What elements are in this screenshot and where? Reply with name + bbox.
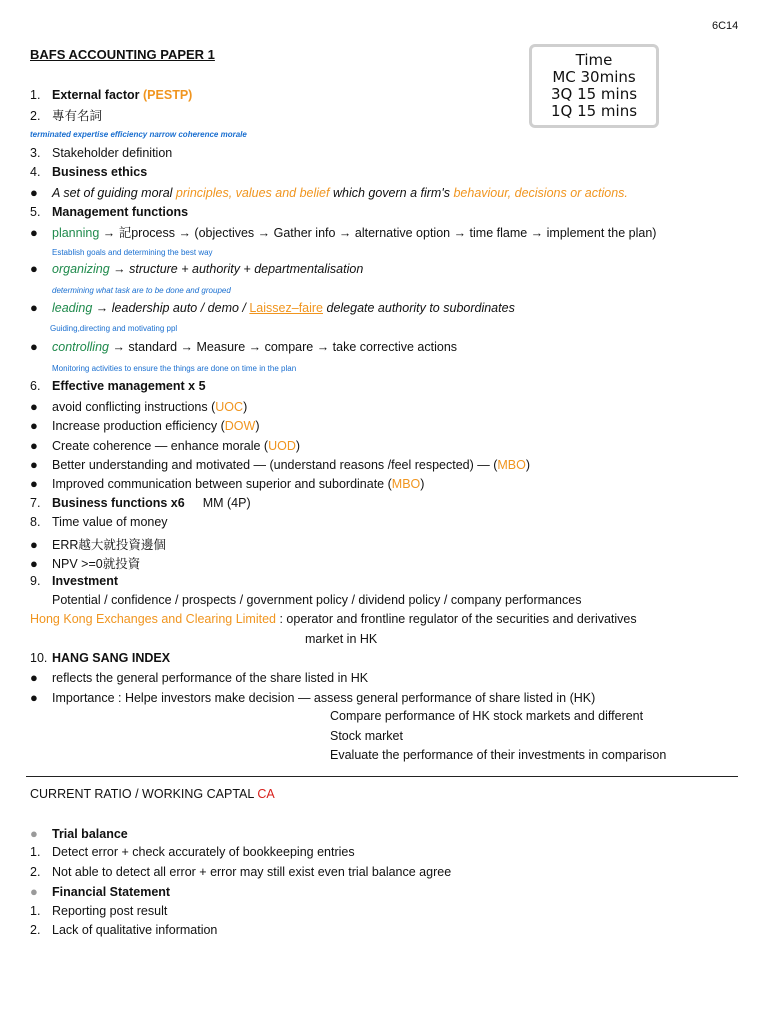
list-item: 2. Not able to detect all error + error may still exist even trial balance agree: [30, 865, 452, 879]
page-code: 6C14: [712, 20, 739, 32]
list-item: 3. Stakeholder definition: [30, 146, 173, 160]
list-item: 8. Time value of money: [30, 515, 168, 529]
terms-line: terminated expertise efficiency narrow coherence morale: [30, 130, 247, 139]
hsi-line: Compare performance of HK stock markets and different: [330, 709, 644, 723]
hkex-line-cont: market in HK: [305, 632, 378, 646]
note: Monitoring activities to ensure the things are done on time in the plan: [52, 364, 297, 373]
list-item: 4. Business ethics: [30, 165, 148, 179]
divider: [26, 776, 738, 777]
time-box-line: 1Q 15 mins: [550, 102, 638, 120]
time-box: [529, 44, 659, 128]
bullet-item: ● Create coherence — enhance morale (UOD): [30, 438, 301, 453]
hsi-line: Stock market: [330, 729, 403, 743]
list-item: 2. 專有名詞: [30, 109, 103, 123]
hsi-line: Evaluate the performance of their investments in comparison: [330, 748, 667, 762]
bullet-item: ● leading → leadership auto / demo / Laissez–faire delegate authority to subordinates: [30, 300, 515, 315]
bullet-item: ● planning → 記process → (objectives → Gather info → alternative option → time flame → implement the plan): [30, 225, 657, 240]
bullet-item: ● A set of guiding moral principles, values and belief which govern a firm's behaviour, decisions or actions.: [30, 185, 628, 200]
list-item: 1. External factor (PESTP): [30, 88, 193, 102]
document-title: BAFS ACCOUNTING PAPER 1: [30, 47, 215, 62]
list-item: 6. Effective management x 5: [30, 379, 206, 393]
list-item: 9. Investment: [30, 574, 118, 588]
bullet-item: ● controlling → standard → Measure → compare → take corrective actions: [30, 339, 458, 354]
hkex-line: Hong Kong Exchanges and Clearing Limited : operator and frontline regulator of the securities and derivatives: [30, 612, 637, 626]
bullet-item: ● Financial Statement: [30, 884, 171, 899]
current-ratio-heading: CURRENT RATIO / WORKING CAPTAL CA: [30, 787, 275, 801]
list-item: 1. Detect error + check accurately of bookkeeping entries: [30, 845, 355, 859]
bullet-item: ● organizing → structure + authority + departmentalisation: [30, 261, 364, 276]
list-item: 2. Lack of qualitative information: [30, 923, 218, 937]
list-item: 10. HANG SANG INDEX: [30, 651, 171, 665]
note: determining what task are to be done and grouped: [52, 286, 231, 295]
list-item: 7. Business functions x6 MM (4P): [30, 496, 251, 510]
bullet-item: ● ERR越大就投資邊個: [30, 537, 166, 552]
bullet-item: ● Improved communication between superior and subordinate (MBO): [30, 476, 425, 491]
bullet-item: ● Importance : Helpe investors make decision — assess general performance of share listed in (HK): [30, 690, 596, 705]
bullet-item: ● Trial balance: [30, 826, 128, 841]
note: Guiding,directing and motivating ppl: [50, 324, 178, 333]
bullet-item: ● NPV >=0就投資: [30, 556, 141, 571]
note: Establish goals and determining the best way: [52, 248, 213, 257]
time-box-title: Time: [575, 51, 613, 69]
time-box-line: MC 30mins: [552, 68, 636, 86]
bullet-item: ● reflects the general performance of the share listed in HK: [30, 670, 369, 685]
list-item: 5. Management functions: [30, 205, 189, 219]
list-item: 1. Reporting post result: [30, 904, 168, 918]
bullet-item: ● Better understanding and motivated — (understand reasons /feel respected) — (MBO): [30, 457, 531, 472]
investment-line: Potential / confidence / prospects / government policy / dividend policy / company performances: [52, 593, 582, 607]
bullet-item: ● avoid conflicting instructions (UOC): [30, 399, 248, 414]
bullet-item: ● Increase production efficiency (DOW): [30, 418, 260, 433]
time-box-line: 3Q 15 mins: [550, 85, 638, 103]
